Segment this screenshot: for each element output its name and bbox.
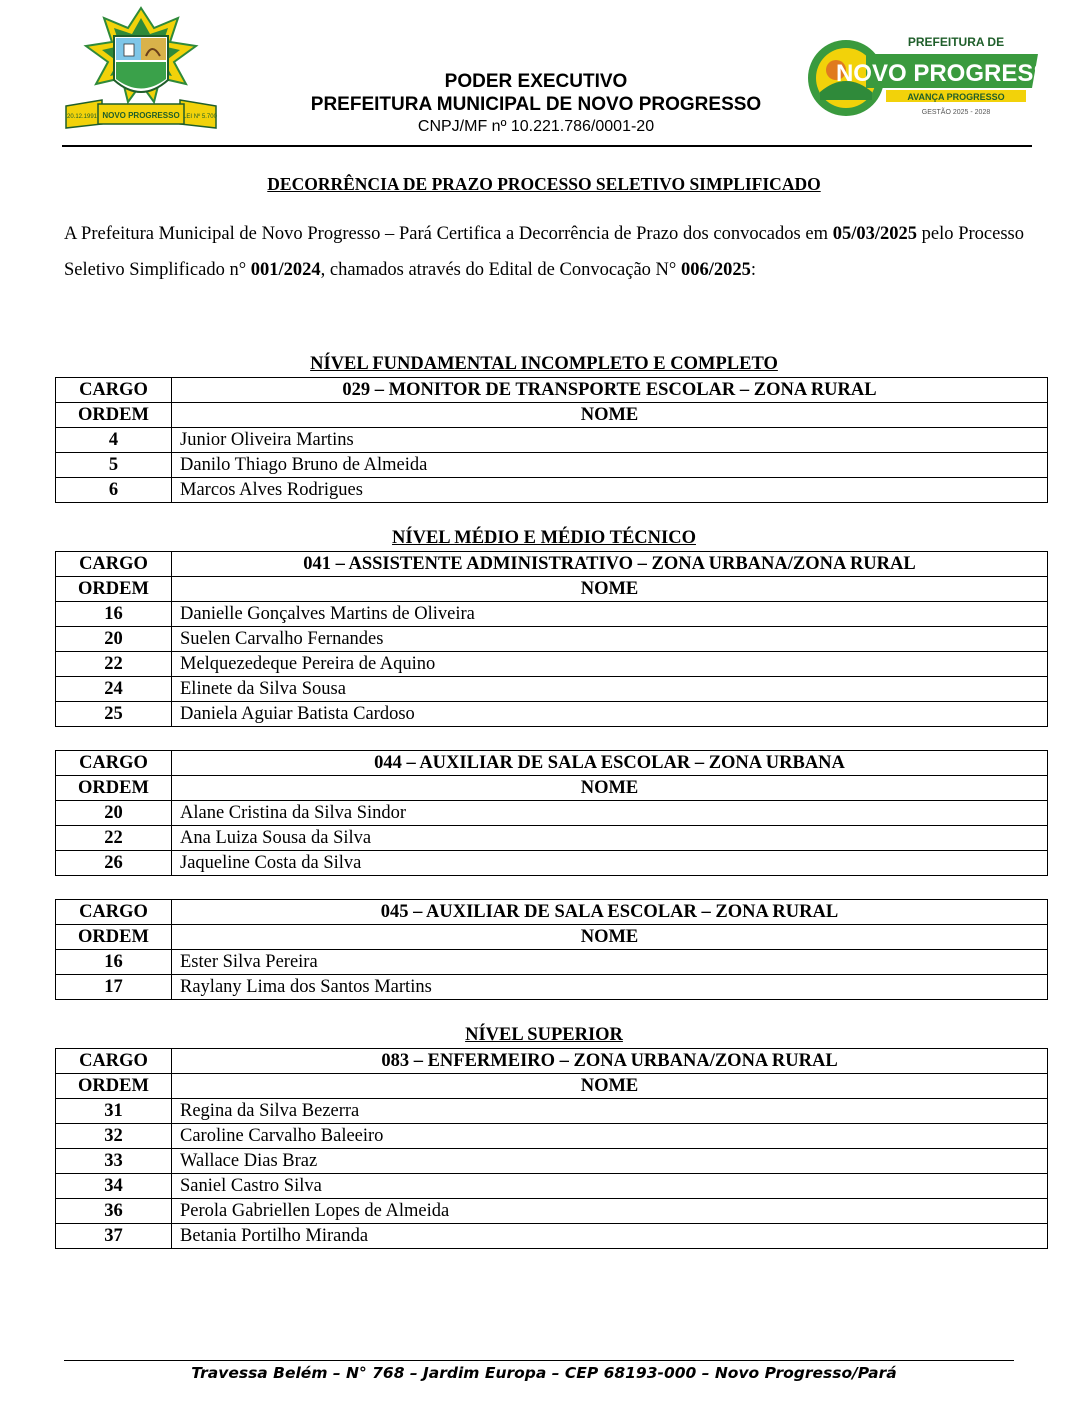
- table-row: [56, 627, 1048, 652]
- section-title-medio: NÍVEL MÉDIO E MÉDIO TÉCNICO: [392, 528, 696, 548]
- table-row: [56, 1199, 1048, 1224]
- logo-top-text: PREFEITURA DE: [907, 35, 1005, 49]
- section-title-superior: NÍVEL SUPERIOR: [465, 1025, 623, 1045]
- ordem-header: ORDEM: [56, 776, 172, 801]
- logo-slogan-text: AVANÇA PROGRESSO: [907, 92, 1005, 102]
- nome-cell: Wallace Dias Braz: [172, 1149, 1048, 1174]
- crest-right-text: LEI Nº 5.700: [183, 114, 217, 120]
- ordem-cell: 16: [56, 602, 172, 627]
- nome-cell: Melquezedeque Pereira de Aquino: [172, 652, 1048, 677]
- nome-cell: Caroline Carvalho Baleeiro: [172, 1124, 1048, 1149]
- ordem-cell: 16: [56, 950, 172, 975]
- table-row: [56, 453, 1048, 478]
- intro-date: 05/03/2025: [832, 224, 917, 244]
- footer-divider: [64, 1360, 1014, 1361]
- ordem-cell: 24: [56, 677, 172, 702]
- cargo-row: [56, 378, 1048, 403]
- nome-cell: Ana Luiza Sousa da Silva: [172, 826, 1048, 851]
- intro-text-2: pelo Processo Seletivo Simplificado n°: [64, 224, 1025, 280]
- ordem-header: ORDEM: [56, 577, 172, 602]
- header-row: [56, 925, 1048, 950]
- ordem-cell: 33: [56, 1149, 172, 1174]
- nome-cell: Elinete da Silva Sousa: [172, 677, 1048, 702]
- table-row: [56, 975, 1048, 1000]
- crest-banner: [66, 100, 218, 128]
- ordem-cell: 17: [56, 975, 172, 1000]
- table-row: [56, 801, 1048, 826]
- section-title-fundamental: NÍVEL FUNDAMENTAL INCOMPLETO E COMPLETO: [310, 354, 778, 374]
- header-row: [56, 1074, 1048, 1099]
- nome-cell: Jaqueline Costa da Silva: [172, 851, 1048, 876]
- crest-left-date: 20.12.1991: [66, 114, 98, 120]
- nome-cell: Perola Gabriellen Lopes de Almeida: [172, 1199, 1048, 1224]
- nome-header: NOME: [172, 776, 1048, 801]
- header-line-cnpj: CNPJ/MF nº 10.221.786/0001-20: [417, 118, 655, 135]
- ordem-cell: 5: [56, 453, 172, 478]
- nome-header: NOME: [172, 1074, 1048, 1099]
- municipal-crest-logo: [62, 6, 220, 131]
- cargo-title: 045 – AUXILIAR DE SALA ESCOLAR – ZONA RURAL: [172, 900, 1048, 925]
- ordem-cell: 6: [56, 478, 172, 503]
- document-title: DECORRÊNCIA DE PRAZO PROCESSO SELETIVO SIMPLIFICADO: [267, 174, 821, 194]
- table-row: [56, 1124, 1048, 1149]
- ordem-cell: 31: [56, 1099, 172, 1124]
- ordem-cell: 20: [56, 627, 172, 652]
- ordem-cell: 25: [56, 702, 172, 727]
- intro-text-4: :: [750, 260, 756, 280]
- cargo-title: 044 – AUXILIAR DE SALA ESCOLAR – ZONA URBANA: [172, 751, 1048, 776]
- ordem-header: ORDEM: [56, 1074, 172, 1099]
- ordem-cell: 20: [56, 801, 172, 826]
- cargo-row: [56, 552, 1048, 577]
- nome-cell: Junior Oliveira Martins: [172, 428, 1048, 453]
- nome-cell: Saniel Castro Silva: [172, 1174, 1048, 1199]
- cargo-label: CARGO: [56, 900, 172, 925]
- header-line-prefeitura: PREFEITURA MUNICIPAL DE NOVO PROGRESSO: [310, 94, 762, 115]
- ordem-cell: 26: [56, 851, 172, 876]
- crest-banner-text: NOVO PROGRESSO: [102, 111, 180, 120]
- ordem-cell: 22: [56, 652, 172, 677]
- cargo-table-083: [55, 1048, 1048, 1249]
- cargo-row: [56, 1049, 1048, 1074]
- cargo-row: [56, 900, 1048, 925]
- table-row: [56, 826, 1048, 851]
- table-row: [56, 1224, 1048, 1249]
- header-row: [56, 577, 1048, 602]
- cargo-label: CARGO: [56, 378, 172, 403]
- intro-edital-number: 006/2025: [680, 260, 751, 280]
- table-row: [56, 428, 1048, 453]
- nome-cell: Daniela Aguiar Batista Cardoso: [172, 702, 1048, 727]
- table-row: [56, 1174, 1048, 1199]
- nome-cell: Danilo Thiago Bruno de Almeida: [172, 453, 1048, 478]
- nome-header: NOME: [172, 577, 1048, 602]
- nome-cell: Betania Portilho Miranda: [172, 1224, 1048, 1249]
- nome-header: NOME: [172, 925, 1048, 950]
- cargo-title: 029 – MONITOR DE TRANSPORTE ESCOLAR – ZONA RURAL: [172, 378, 1048, 403]
- header-row: [56, 776, 1048, 801]
- nome-header: NOME: [172, 403, 1048, 428]
- header-divider: [62, 145, 1032, 147]
- cargo-title: 083 – ENFERMEIRO – ZONA URBANA/ZONA RURAL: [172, 1049, 1048, 1074]
- prefeitura-novo-progresso-logo: [806, 30, 1069, 126]
- ordem-cell: 32: [56, 1124, 172, 1149]
- nome-cell: Ester Silva Pereira: [172, 950, 1048, 975]
- ordem-cell: 22: [56, 826, 172, 851]
- header-row: [56, 403, 1048, 428]
- cargo-label: CARGO: [56, 1049, 172, 1074]
- table-row: [56, 1149, 1048, 1174]
- cargo-table-044: [55, 750, 1048, 876]
- ordem-cell: 37: [56, 1224, 172, 1249]
- cargo-table-041: [55, 551, 1048, 727]
- footer-address: Travessa Belém – N° 768 – Jardim Europa – CEP 68193-000 – Novo Progresso/Pará: [191, 1364, 897, 1382]
- cargo-table-045: [55, 899, 1048, 1000]
- intro-paragraph: [64, 216, 1024, 288]
- intro-process-number: 001/2024: [250, 260, 321, 280]
- nome-cell: Marcos Alves Rodrigues: [172, 478, 1048, 503]
- cargo-label: CARGO: [56, 751, 172, 776]
- cargo-table-029: [55, 377, 1048, 503]
- table-row: [56, 851, 1048, 876]
- nome-cell: Raylany Lima dos Santos Martins: [172, 975, 1048, 1000]
- ordem-cell: 34: [56, 1174, 172, 1199]
- header-block: [240, 70, 832, 138]
- ordem-header: ORDEM: [56, 925, 172, 950]
- cargo-row: [56, 751, 1048, 776]
- table-row: [56, 677, 1048, 702]
- table-row: [56, 702, 1048, 727]
- table-row: [56, 950, 1048, 975]
- intro-text-1: A Prefeitura Municipal de Novo Progresso – Pará Certifica a Decorrência de Prazo dos convocados em: [64, 224, 833, 244]
- ordem-header: ORDEM: [56, 403, 172, 428]
- table-row: [56, 478, 1048, 503]
- nome-cell: Regina da Silva Bezerra: [172, 1099, 1048, 1124]
- nome-cell: Suelen Carvalho Fernandes: [172, 627, 1048, 652]
- logo-term-text: GESTÃO 2025 - 2028: [921, 109, 991, 116]
- logo-main-text: NOVO PROGRESSO: [835, 60, 1069, 87]
- table-row: [56, 652, 1048, 677]
- nome-cell: Danielle Gonçalves Martins de Oliveira: [172, 602, 1048, 627]
- cargo-label: CARGO: [56, 552, 172, 577]
- intro-text-3: , chamados através do Edital de Convocação N°: [320, 260, 681, 280]
- ordem-cell: 4: [56, 428, 172, 453]
- table-row: [56, 602, 1048, 627]
- header-line-executive: PODER EXECUTIVO: [444, 71, 628, 92]
- crest-shield: [114, 36, 168, 92]
- table-row: [56, 1099, 1048, 1124]
- nome-cell: Alane Cristina da Silva Sindor: [172, 801, 1048, 826]
- ordem-cell: 36: [56, 1199, 172, 1224]
- cargo-title: 041 – ASSISTENTE ADMINISTRATIVO – ZONA URBANA/ZONA RURAL: [172, 552, 1048, 577]
